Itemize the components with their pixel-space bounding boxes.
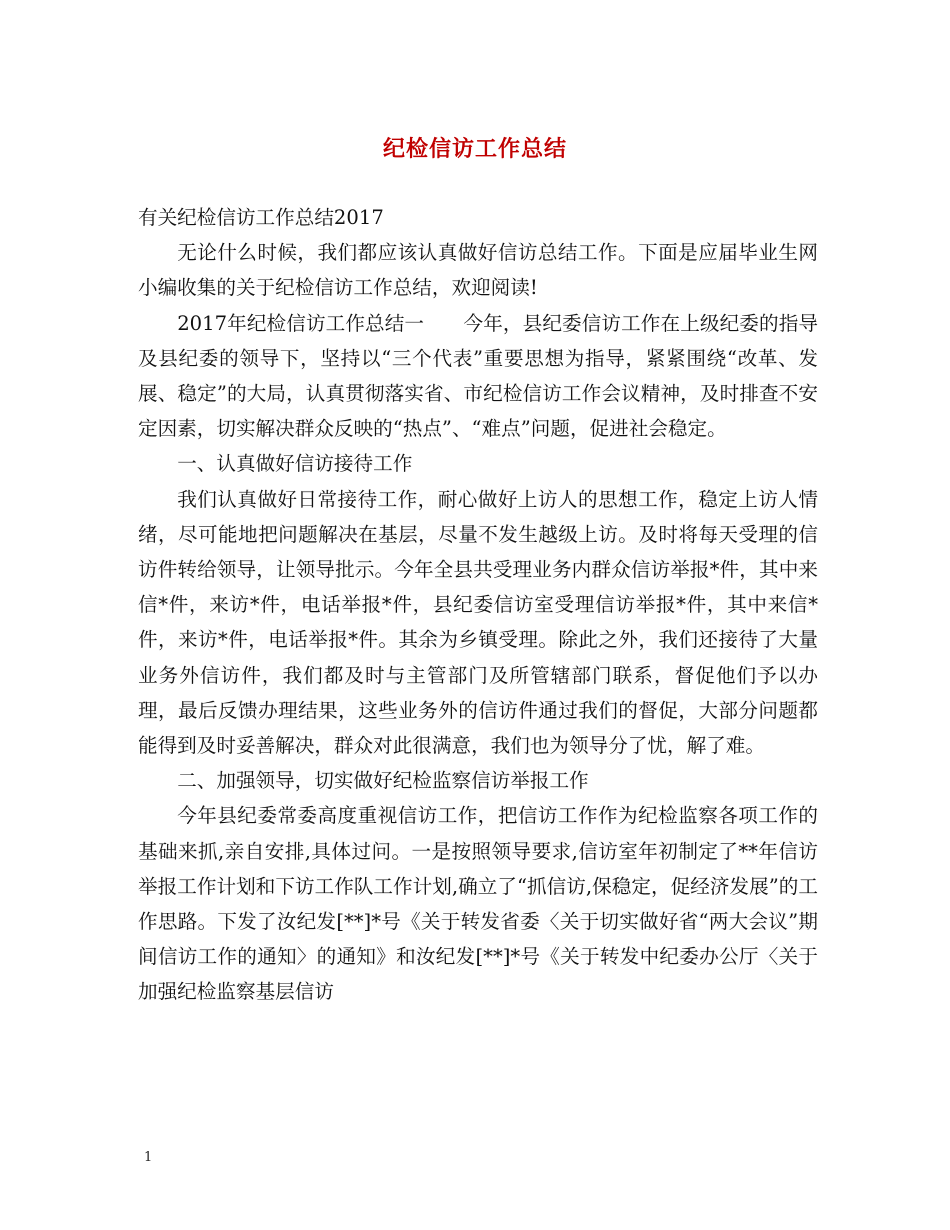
section-paragraph-1: 我们认真做好日常接待工作，耐心做好上访人的思想工作，稳定上访人情绪，尽可能地把问题解决在基层，尽量不发生越级上访。及时将每天受理的信访件转给领导，让领导批示。今年全县共受理业务内群众信访举报*件，其中来信*件，来访*件，电话举报*件，县纪委信访室受理信访举报*件，其中来信*件，来访*件，电话举报*件。其余为乡镇受理。除此之外，我们还接待了大量业务外信访件，我们都及时与主管部门及所管辖部门联系，督促他们予以办理，最后反馈办理结果，这些业务外的信访件通过我们的督促，大部分问题都能得到及时妥善解决，群众对此很满意，我们也为领导分了忧，解了难。 <box>138 487 818 758</box>
intro-paragraph: 无论什么时候，我们都应该认真做好信访总结工作。下面是应届毕业生网小编收集的关于纪检信访工作总结，欢迎阅读! <box>138 241 818 300</box>
summary-paragraph: 2017年纪检信访工作总结一 今年，县纪委信访工作在上级纪委的指导及县纪委的领导下，坚持以“三个代表”重要思想为指导，紧紧围绕“改革、发展、稳定”的大局，认真贯彻落实省、市纪检信访工作会议精神，及时排查不安定因素，切实解决群众反映的“热点”、“难点”问题，促进社会稳定。 <box>138 311 818 441</box>
section-paragraph-2: 今年县纪委常委高度重视信访工作，把信访工作作为纪检监察各项工作的基础来抓,亲自安排,具体过问。一是按照领导要求,信访室年初制定了**年信访举报工作计划和下访工作队工作计划,确立了“抓信访,保稳定，促经济发展”的工作思路。下发了汝纪发[**]*号《关于转发省委〈关于切实做好省“两大会议”期间信访工作的通知〉的通知》和汝纪发[**]*号《关于转发中纪委办公厅〈关于加强纪检监察基层信访 <box>138 804 818 1004</box>
document-title: 纪检信访工作总结 <box>382 137 567 162</box>
section-heading-2: 二、加强领导，切实做好纪检监察信访举报工作 <box>177 769 589 793</box>
page-number: 1 <box>144 1150 153 1165</box>
document-body <box>138 200 818 1010</box>
subtitle-paragraph: 有关纪检信访工作总结2017 <box>138 206 384 229</box>
section-heading-1: 一、认真做好信访接待工作 <box>177 452 413 476</box>
